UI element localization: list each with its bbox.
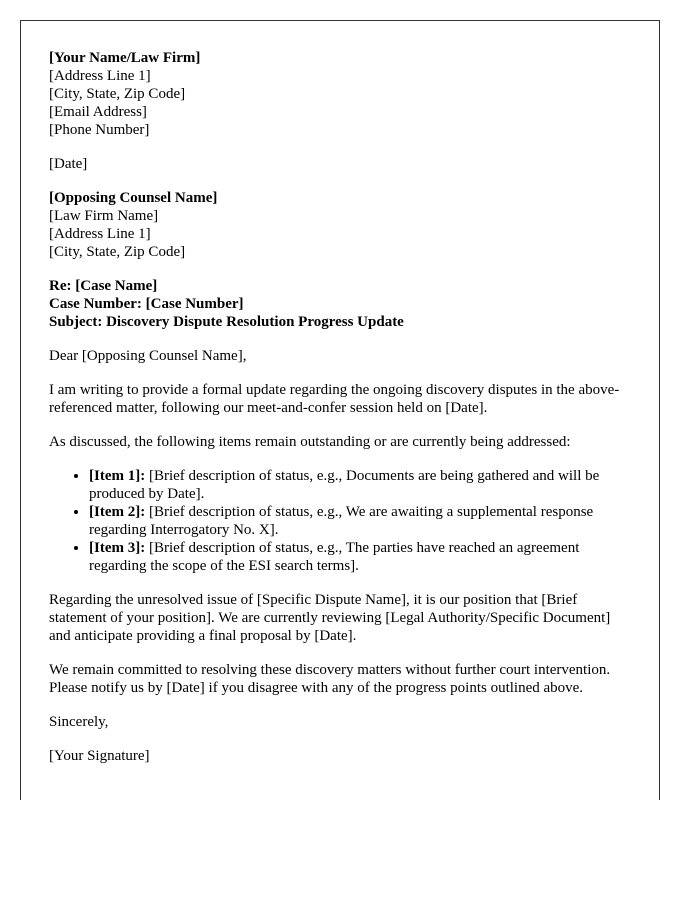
list-item (89, 467, 633, 503)
date-block (49, 155, 633, 173)
sender-email: [Email Address] (49, 104, 147, 120)
sender-block (49, 49, 633, 139)
item-label: [Item 1]: (89, 468, 146, 484)
list-item (89, 503, 633, 539)
intro-paragraph: I am writing to provide a formal update regarding the ongoing discovery disputes in the above-referenced matter, following our meet-and-confer session held on [Date]. (49, 382, 620, 416)
item-text: [Brief description of status, e.g., The parties have reached an agreement regarding the scope of the ESI search terms]. (89, 540, 580, 574)
items-lead-paragraph: As discussed, the following items remain outstanding or are currently being addressed: (49, 434, 571, 450)
sender-phone: [Phone Number] (49, 122, 150, 138)
salutation: Dear [Opposing Counsel Name], (49, 348, 247, 364)
signature: [Your Signature] (49, 748, 150, 764)
closing-paragraph: We remain committed to resolving these discovery matters without further court intervention. Please notify us by [Date] if you disagree with any of the progress points outlined above. (49, 662, 611, 696)
item-label: [Item 2]: (89, 504, 146, 520)
reference-subject: Subject: Discovery Dispute Resolution Progress Update (49, 314, 404, 330)
item-label: [Item 3]: (89, 540, 146, 556)
reference-re: Re: [Case Name] (49, 278, 158, 294)
reference-block (49, 277, 633, 331)
sign-off: Sincerely, (49, 714, 109, 730)
letter-date: [Date] (49, 156, 88, 172)
recipient-city: [City, State, Zip Code] (49, 244, 186, 260)
recipient-block (49, 189, 633, 261)
recipient-name: [Opposing Counsel Name] (49, 190, 218, 206)
item-text: [Brief description of status, e.g., Documents are being gathered and will be produced by Date]. (89, 468, 600, 502)
list-item (89, 539, 633, 575)
item-text: [Brief description of status, e.g., We are awaiting a supplemental response regarding Interrogatory No. X]. (89, 504, 594, 538)
letter-page (20, 20, 660, 800)
recipient-address: [Address Line 1] (49, 226, 151, 242)
position-paragraph: Regarding the unresolved issue of [Specific Dispute Name], it is our position that [Brief statement of your position]. We are currently reviewing [Legal Authority/Specific Document] and anticipate providing a final proposal by [Date]. (49, 592, 611, 644)
reference-case-number: Case Number: [Case Number] (49, 296, 244, 312)
letter-content (49, 49, 633, 781)
sender-city: [City, State, Zip Code] (49, 86, 186, 102)
sender-address: [Address Line 1] (49, 68, 151, 84)
recipient-firm: [Law Firm Name] (49, 208, 159, 224)
sender-name: [Your Name/Law Firm] (49, 50, 201, 66)
status-items-list (49, 467, 633, 575)
